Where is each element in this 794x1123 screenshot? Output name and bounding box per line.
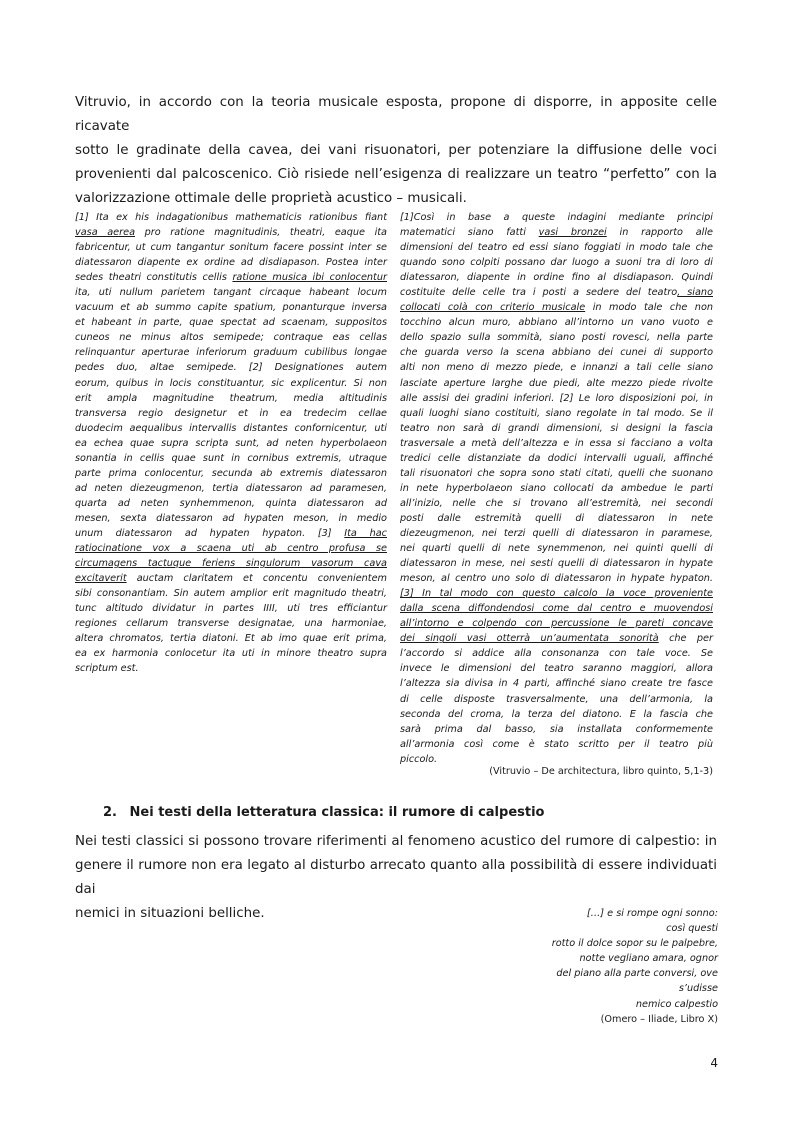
line-text: sonantia in cellis quae sunt in cornibus extremis, utraque [75, 452, 387, 464]
column-line [400, 707, 713, 722]
line-text: alti non meno di mezzo piede, e innanzi a tali celle siano [400, 362, 713, 374]
line-text: all’armonia così come è stato scritto per il teatro più [400, 738, 713, 750]
quote-line: s’udisse [678, 983, 718, 995]
underlined-text: ratione musica ibi conlocentur [232, 272, 387, 284]
column-line [75, 376, 387, 391]
column-line [400, 481, 713, 496]
section-number: 2. [103, 805, 117, 820]
intro-line: Vitruvio, in accordo con la teoria musicale esposta, propone di disporre, in apposite celle ricavate [75, 95, 717, 134]
column-line [75, 285, 387, 300]
line-text: [1] Ita ex his indagationibus mathematicis rationibus fiant [75, 212, 387, 223]
column-line [400, 752, 713, 767]
underlined-text: all’intorno e colpendo con percussione le pareti concave [400, 618, 713, 630]
quote-line: così questi [666, 923, 718, 935]
line-text: diezeugmenon, nei terzi quelli di diatessaron in paramese, [400, 527, 713, 539]
column-line [75, 496, 387, 511]
column-line [75, 511, 387, 526]
line-text: et habeant in parte, quae spectat ad scaenam, suppositos [75, 317, 387, 329]
column-line [400, 270, 713, 285]
column-line [75, 481, 387, 496]
underlined-text: vasa aerea [75, 227, 136, 239]
line-text: all’inizio, nelle che si trovano all’estremità, nei secondi [400, 497, 713, 509]
line-text: diatessaron in mese, nei sesti quelli di diatessaron in hypate [400, 558, 713, 570]
column-line [75, 345, 387, 360]
vitruvius-citation: (Vitruvio – De architectura, libro quinto, 5,1-3) [489, 766, 713, 777]
line-text: ea echea quae supra scripta sunt, ad neten hyperbolaeon [75, 437, 387, 449]
line-text: in modo tale che non [585, 302, 714, 314]
line-text: eorum, quibus in locis constituantur, sic explicentur. Si non [75, 377, 387, 389]
intro-line: sotto le gradinate della cavea, dei vani risuonatori, per potenziare la diffusione delle voci [75, 143, 717, 158]
column-line [400, 466, 713, 481]
underlined-text: , siano [677, 287, 713, 299]
line-text: pedes duo, altae semipede. [2] Designationes autem [75, 362, 387, 374]
column-line [75, 601, 387, 616]
line-text: sarà prima dal basso, sia installata conformemente [400, 723, 713, 735]
page-number: 4 [710, 1056, 718, 1070]
line-text: quando sono colpiti possano dar luogo a suoni tra di loro di [400, 257, 713, 269]
intro-line: provenienti dal palcoscenico. Ciò risiede nell’esigenza di realizzare un teatro “perfetto” con la [75, 167, 717, 182]
column-line [75, 451, 387, 466]
quote-line: rotto il dolce sopor su le palpebre, [551, 938, 718, 950]
column-line [400, 526, 713, 541]
intro-paragraph [75, 91, 717, 211]
line-text: piccolo. [400, 753, 438, 765]
underlined-text: circumagens tactuque feriens singulorum vasorum cava [75, 558, 387, 570]
paragraph-line: Nei testi classici si possono trovare riferimenti al fenomeno acustico del rumore di calpestio: in [75, 834, 717, 849]
line-text: transversa regio designetur et in ea tredecim cellae [75, 407, 387, 419]
line-text: in nete hyperbolaeon siano collocati da ambedue le parti [400, 482, 713, 494]
line-text: tali risuonatori che sopra sono stati citati, quelli che suonano [400, 467, 713, 479]
column-line [400, 586, 713, 601]
column-line [75, 466, 387, 481]
quote-source: (Omero – Iliade, Libro X) [600, 1013, 718, 1025]
line-text: che per [658, 633, 713, 645]
column-line [400, 406, 713, 421]
line-text: nei quarti quelli di nete synemmenon, nei quinti quelli di [400, 543, 713, 555]
latin-text-column [75, 210, 387, 676]
underlined-text: collocati colà con criterio musicale [400, 302, 586, 314]
underlined-text: excitaverit [75, 573, 127, 585]
line-text: di celle disposte trasversalmente, una dell’armonia, la [400, 693, 713, 705]
column-line [400, 285, 713, 300]
column-line [400, 360, 713, 375]
column-line [400, 210, 713, 225]
column-line [400, 556, 713, 571]
column-line [400, 496, 713, 511]
line-text: ita, uti nullum parietem tangant circaque habeant locum [75, 287, 387, 299]
column-line [75, 526, 387, 541]
column-line [400, 300, 713, 315]
column-line [400, 692, 713, 707]
line-text: quali luoghi siano costituiti, siano regolate in tal modo. Se il [400, 407, 713, 419]
line-text: mesen, sexta diatessaron ad hypaten meson, in medio [75, 512, 387, 524]
underlined-text: [3] In tal modo con questo calcolo la voce proveniente [400, 588, 713, 600]
line-text: quarta ad neten synhemmenon, quinta diatessaron ad [75, 497, 387, 509]
column-line [400, 616, 713, 631]
line-text: che guarda verso la scena abbiano dei cunei di supporto [400, 347, 713, 359]
intro-line: valorizzazione ottimale delle proprietà acustico – musicali. [75, 191, 467, 206]
column-line [75, 406, 387, 421]
line-text: tunc altitudo dividatur in partes IIII, uti tres efficiantur [75, 603, 387, 615]
quote-line: […] e si rompe ogni sonno: [586, 908, 718, 919]
column-line [75, 391, 387, 406]
column-line [75, 571, 387, 586]
line-text: trasversale a metà dell’altezza e in essa si facciano a volta [400, 437, 713, 449]
column-line [400, 240, 713, 255]
section-title: Nei testi della letteratura classica: il rumore di calpestio [129, 805, 545, 820]
column-line [400, 511, 713, 526]
line-text: matematici siano fatti [400, 227, 539, 239]
line-text: ea ex harmonia conlocetur ita uti in minore theatro supra [75, 648, 387, 660]
line-text: fabricentur, ut cum tangantur sonitum facere possint inter se [75, 242, 387, 254]
line-text: relinquantur aperturae inferiorum graduum cubilibus longae [75, 347, 387, 359]
underlined-text: Ita hac [344, 527, 387, 539]
line-text: erit ampla magnitudine theatrum, media altitudinis [75, 392, 387, 404]
line-text: diatessaron, diapente in ordine fino al disdiapason. Quindi [400, 272, 713, 284]
quote-line: notte vegliano amara, ognor [579, 953, 718, 965]
column-line [400, 737, 713, 752]
column-line [400, 601, 713, 616]
column-line [75, 360, 387, 375]
column-line [400, 330, 713, 345]
column-line [400, 255, 713, 270]
line-text: invece le dimensioni del teatro saranno maggiori, allora [400, 663, 713, 675]
line-text: costituite delle celle tra i posti a sedere del teatro [400, 287, 678, 299]
line-text: alle assisi dei gradini inferiori. [2] Le loro disposizioni poi, in [400, 392, 713, 404]
line-text: meson, al centro uno solo di diatessaron in hypate hypaton. [400, 573, 713, 585]
line-text: cuneos ne minus altos semipede; contraque eas cellas [75, 332, 387, 344]
line-text: pro ratione magnitudinis, theatri, eaque ita [135, 227, 387, 239]
line-text: in rapporto alle [606, 227, 713, 239]
underlined-text: dalla scena diffondendosi come dal centro e muovendosi [400, 603, 713, 615]
section-heading [103, 805, 544, 820]
column-line [400, 315, 713, 330]
column-line [400, 722, 713, 737]
column-line [75, 556, 387, 571]
line-text: teatro non sarà di grandi dimensioni, si designi la fascia [400, 422, 713, 434]
column-line [75, 541, 387, 556]
column-line [75, 586, 387, 601]
column-line [75, 270, 387, 285]
line-text: vacuum et ab summo capite spatium, ponanturque inversa [75, 302, 387, 314]
line-text: dimensioni del teatro ed essi siano foggiati in modo tale che [400, 242, 713, 254]
column-line [75, 225, 387, 240]
line-text: unum diatessaron ad hypaten hypaton. [3] [75, 527, 345, 539]
column-line [75, 631, 387, 646]
column-line [400, 436, 713, 451]
line-text: sedes theatri constitutis cellis [75, 272, 233, 284]
underlined-text: ratiocinatione vox a scaena uti ab centro profusa se [75, 543, 387, 555]
column-line [75, 210, 387, 225]
column-line [75, 646, 387, 661]
quote-line: nemico calpestio [635, 998, 718, 1010]
column-line [400, 676, 713, 691]
column-line [75, 421, 387, 436]
column-line [400, 571, 713, 586]
paragraph-line: nemici in situazioni belliche. [75, 906, 265, 921]
underlined-text: dei singoli vasi otterrà un’aumentata sonorità [400, 633, 659, 645]
line-text: ad neten diezeugmenon, tertia diatessaron ad paramesen, [75, 482, 387, 494]
column-line [400, 646, 713, 661]
line-text: lasciate aperture larghe due piedi, alte mezzo piede rivolte [400, 377, 713, 389]
column-line [400, 661, 713, 676]
column-line [400, 451, 713, 466]
column-line [400, 225, 713, 240]
column-line [400, 421, 713, 436]
column-line [400, 345, 713, 360]
line-text: tocchino alcun muro, abbiano all’intorno un vano vuoto e [400, 317, 713, 329]
line-text: scriptum est. [75, 663, 139, 675]
line-text: diatessaron diapente ex ordine ad disdiapason. Postea inter [75, 257, 387, 269]
column-line [75, 661, 387, 676]
line-text: sibi consonantiam. Sin autem amplior erit magnitudo theatri, [75, 588, 387, 600]
line-text: l’accordo si addice alla consonanza con tale voce. Se [400, 648, 713, 660]
underlined-text: vasi bronzei [538, 227, 607, 239]
column-line [75, 255, 387, 270]
iliad-quote [552, 906, 718, 1027]
column-line [75, 436, 387, 451]
column-line [75, 315, 387, 330]
line-text: altera chromatos, tertia diatoni. Et ab imo quae erit prima, [75, 633, 387, 645]
line-text: duodecim aequalibus intervallis distantes confornicentur, uti [75, 422, 387, 434]
quote-line: del piano alla parte conversi, ove [556, 968, 718, 980]
line-text: seconda del croma, la terza del diatono. E la fascia che [400, 708, 713, 720]
line-text: posti dalle estremità quelli di diatessaron in nete [400, 512, 713, 524]
column-line [400, 391, 713, 406]
paragraph-line: genere il rumore non era legato al disturbo arrecato quanto alla possibilità di essere individuati dai [75, 858, 717, 897]
line-text: l’altezza sia divisa in 4 parti, affinché siano create tre fasce [400, 678, 713, 690]
line-text: [1]Così in base a queste indagini mediante principi [400, 212, 713, 223]
line-text: parte prima conlocentur, secunda ab extremis diatessaron [75, 467, 387, 479]
column-line [75, 240, 387, 255]
column-line [400, 631, 713, 646]
line-text: regiones cellarum transverse designatae, una harmoniae, [75, 618, 387, 630]
column-line [75, 300, 387, 315]
column-line [400, 376, 713, 391]
line-text: tredici celle distanziate da dodici intervalli uguali, affinché [400, 452, 713, 464]
column-line [400, 541, 713, 556]
line-text: auctam claritatem et concentu convenientem [126, 573, 387, 585]
column-line [75, 616, 387, 631]
italian-translation-column [400, 210, 713, 767]
column-line [75, 330, 387, 345]
line-text: dello spazio sulla sommità, siano posti rovesci, nella parte [400, 332, 713, 344]
